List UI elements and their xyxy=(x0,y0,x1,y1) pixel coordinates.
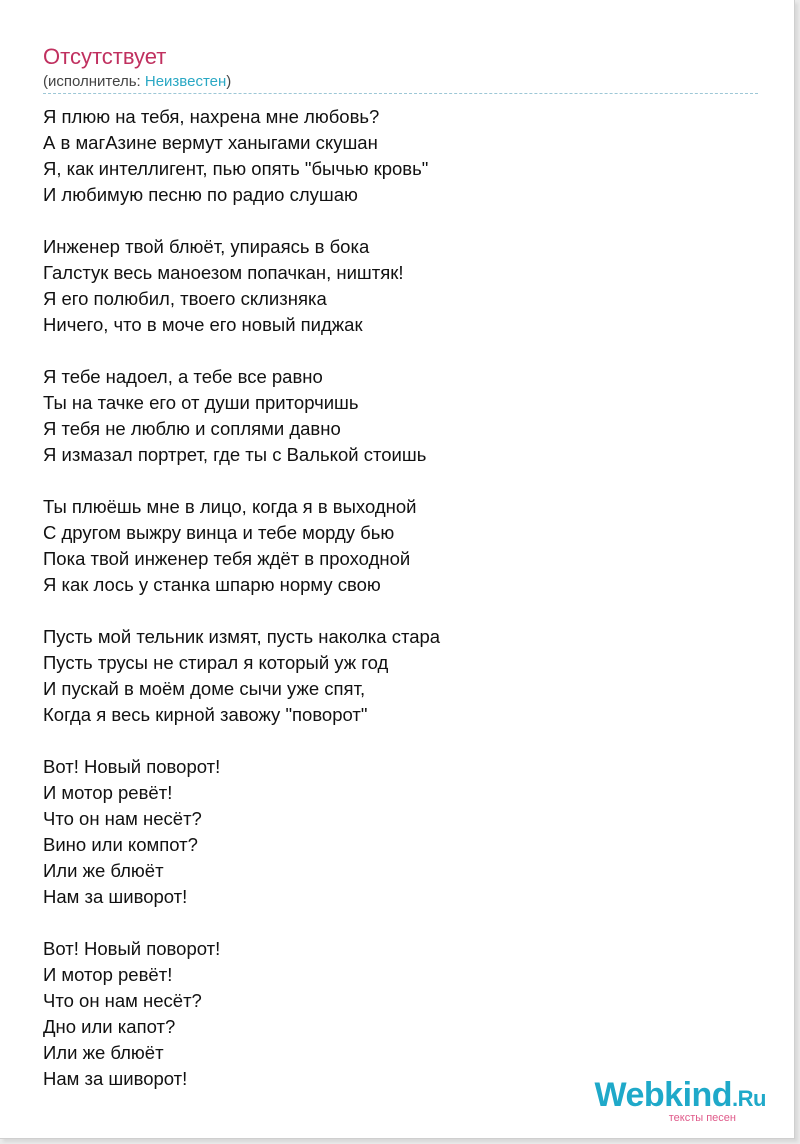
stanza-break xyxy=(43,598,440,624)
lyric-line: Пусть трусы не стирал я который уж год xyxy=(43,652,389,673)
lyric-line: Что он нам несёт? xyxy=(43,808,202,829)
lyric-line: Я тебе надоел, а тебе все равно xyxy=(43,366,323,387)
lyric-line: Ты плюёшь мне в лицо, когда я в выходной xyxy=(43,496,417,517)
lyric-line: И пускай в моём доме сычи уже спят, xyxy=(43,678,366,699)
lyric-line: И мотор ревёт! xyxy=(43,782,173,803)
lyric-line: Я плюю на тебя, нахрена мне любовь? xyxy=(43,106,380,127)
lyric-line: И любимую песню по радио слушаю xyxy=(43,184,358,205)
lyric-line: Я измазал портрет, где ты с Валькой стоишь xyxy=(43,444,427,465)
stanza-break xyxy=(43,910,440,936)
lyric-line: Дно или капот? xyxy=(43,1016,176,1037)
logo-word: Webkind xyxy=(594,1076,733,1114)
lyric-line: Ты на тачке его от души приторчишь xyxy=(43,392,359,413)
lyric-line: Я тебя не люблю и соплями давно xyxy=(43,418,341,439)
lyric-line: Или же блюёт xyxy=(43,860,164,881)
artist-prefix: (исполнитель: xyxy=(43,73,145,90)
lyric-line: Вот! Новый поворот! xyxy=(43,756,221,777)
lyric-line: А в магАзине вермут ханыгами скушан xyxy=(43,132,378,153)
artist-suffix: ) xyxy=(226,73,232,90)
site-logo[interactable] xyxy=(595,1076,767,1124)
lyric-line: Галстук весь маноезом попачкан, ништяк! xyxy=(43,262,404,283)
divider xyxy=(43,93,758,94)
stanza-break xyxy=(43,338,440,364)
lyric-line: Пока твой инженер тебя ждёт в проходной xyxy=(43,548,411,569)
lyric-line: С другом выжру винца и тебе морду бью xyxy=(43,522,395,543)
lyric-line: Вот! Новый поворот! xyxy=(43,938,221,959)
lyric-line: Нам за шиворот! xyxy=(43,1068,188,1089)
stanza-break xyxy=(43,208,440,234)
lyric-line: Когда я весь кирной завожу "поворот" xyxy=(43,704,368,725)
song-title: Отсутствует xyxy=(43,44,167,69)
lyric-line: Я, как интеллигент, пью опять "бычью кровь" xyxy=(43,158,429,179)
lyrics-body xyxy=(43,104,440,1092)
lyric-line: Я как лось у станка шпарю норму свою xyxy=(43,574,381,595)
lyric-line: Инженер твой блюёт, упираясь в бока xyxy=(43,236,370,257)
lyric-line: Вино или компот? xyxy=(43,834,198,855)
logo-tagline: тексты песен xyxy=(668,1112,736,1124)
lyric-line: Нам за шиворот! xyxy=(43,886,188,907)
lyric-line: Или же блюёт xyxy=(43,1042,164,1063)
lyric-line: Я его полюбил, твоего склизняка xyxy=(43,288,327,309)
stanza-break xyxy=(43,468,440,494)
stanza-break xyxy=(43,728,440,754)
artist-link[interactable]: Неизвестен xyxy=(144,73,227,90)
lyric-line: Ничего, что в моче его новый пиджак xyxy=(43,314,363,335)
lyric-line: Пусть мой тельник измят, пусть наколка стара xyxy=(43,626,441,647)
lyric-line: Что он нам несёт? xyxy=(43,990,202,1011)
artist-line xyxy=(43,73,231,91)
lyric-line: И мотор ревёт! xyxy=(43,964,173,985)
logo-tld: .Ru xyxy=(732,1086,766,1111)
